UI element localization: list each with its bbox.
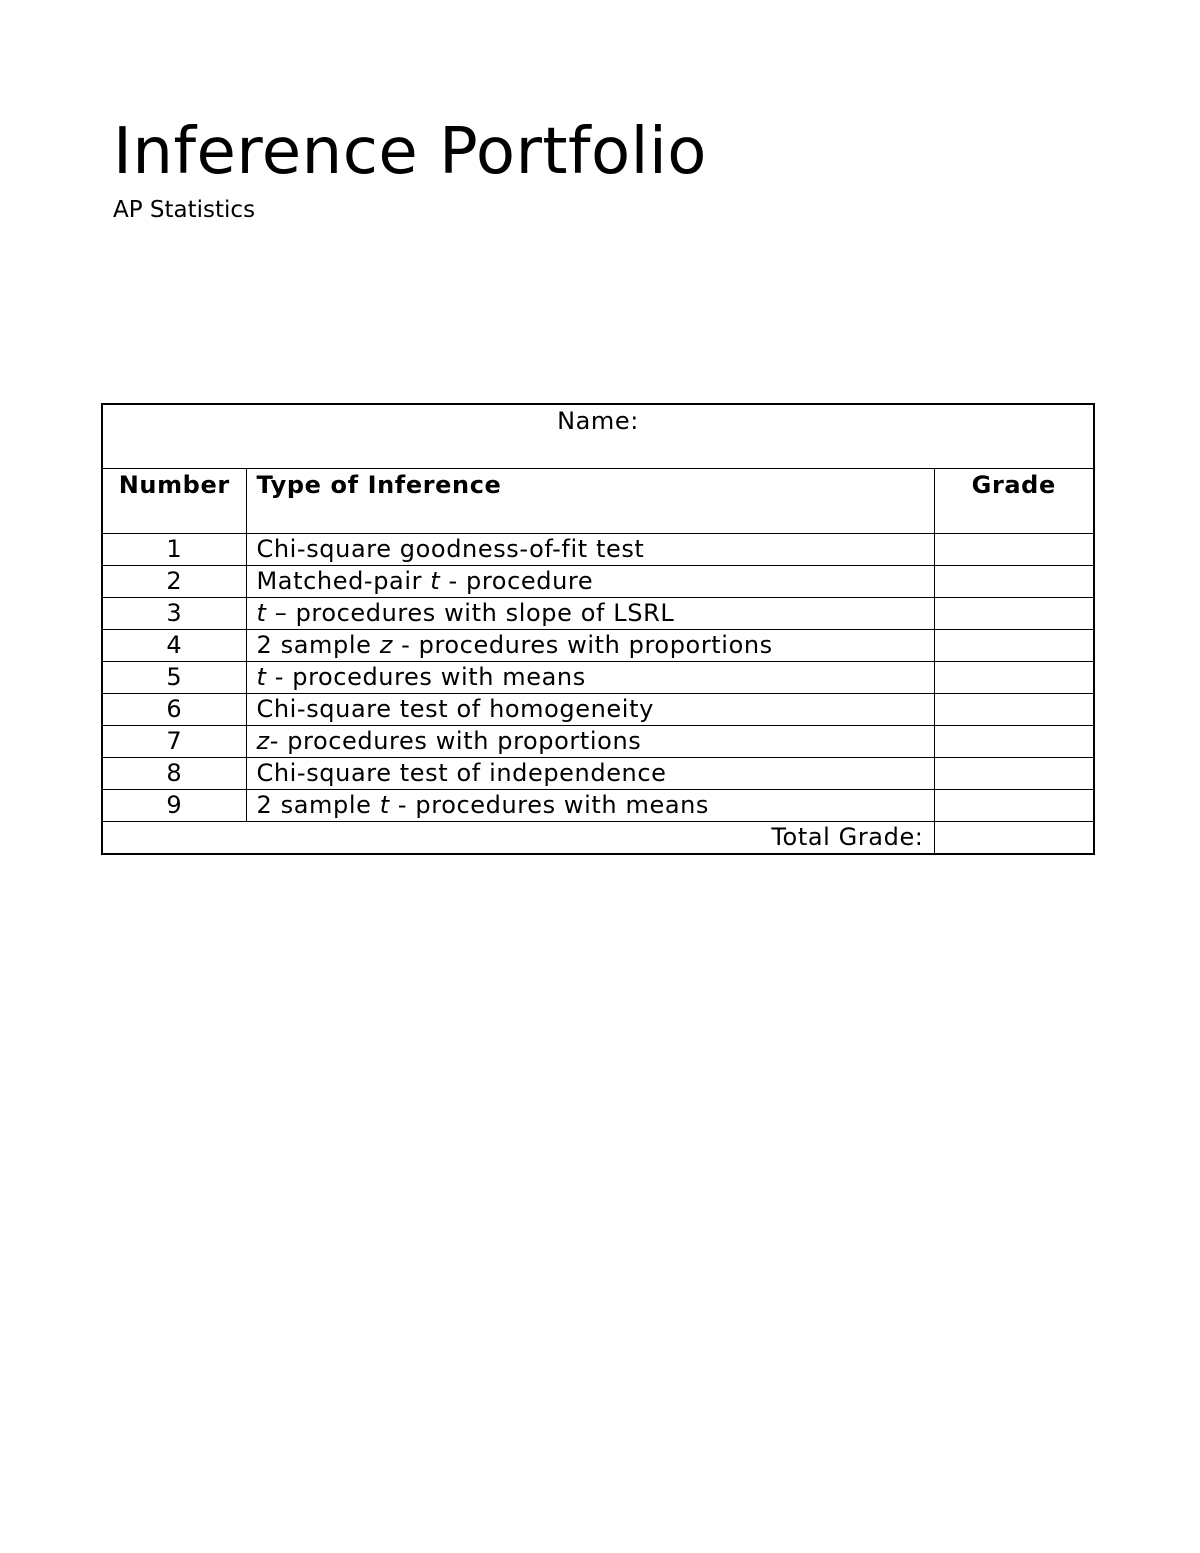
statistic-variable: z — [256, 727, 270, 755]
grade-cell[interactable] — [934, 662, 1094, 694]
number-column-header: Number — [102, 469, 246, 534]
statistic-variable: z — [379, 631, 393, 659]
inference-type-text: - procedure — [440, 567, 594, 595]
table-row — [102, 758, 1094, 790]
row-number: 7 — [102, 726, 246, 758]
row-number: 8 — [102, 758, 246, 790]
inference-type-text: Chi-square test of homogeneity — [256, 695, 654, 723]
inference-type — [246, 758, 934, 790]
inference-grade-table — [101, 403, 1095, 855]
statistic-variable: t — [256, 599, 267, 627]
name-field[interactable] — [102, 404, 1094, 469]
inference-type-text: - procedures with means — [389, 791, 710, 819]
grade-cell[interactable] — [934, 758, 1094, 790]
row-number: 9 — [102, 790, 246, 822]
row-number: 4 — [102, 630, 246, 662]
table-row — [102, 630, 1094, 662]
inference-type — [246, 630, 934, 662]
grade-cell[interactable] — [934, 726, 1094, 758]
inference-type-text: - procedures with means — [266, 663, 586, 691]
inference-type-text: 2 sample — [256, 631, 380, 659]
total-row — [102, 822, 1094, 855]
inference-type — [246, 598, 934, 630]
row-number: 5 — [102, 662, 246, 694]
inference-type — [246, 566, 934, 598]
grade-cell[interactable] — [934, 534, 1094, 566]
row-number: 6 — [102, 694, 246, 726]
table-row — [102, 726, 1094, 758]
grade-cell[interactable] — [934, 598, 1094, 630]
inference-type-text: – procedures with slope of LSRL — [266, 599, 675, 627]
grade-cell[interactable] — [934, 630, 1094, 662]
statistic-variable: t — [379, 791, 390, 819]
inference-type-text: Matched-pair — [256, 567, 431, 595]
statistic-variable: t — [256, 663, 267, 691]
total-grade-cell[interactable] — [934, 822, 1094, 855]
row-number: 2 — [102, 566, 246, 598]
header-row — [102, 469, 1094, 534]
document-title: Inference Portfolio — [113, 115, 707, 189]
row-number: 3 — [102, 598, 246, 630]
inference-type-text: - procedures with proportions — [269, 727, 642, 755]
inference-type — [246, 694, 934, 726]
inference-type-text: Chi-square test of independence — [256, 759, 667, 787]
grade-cell[interactable] — [934, 566, 1094, 598]
name-label: Name: — [557, 407, 639, 435]
inference-type-text: - procedures with proportions — [392, 631, 773, 659]
table-row — [102, 790, 1094, 822]
inference-type — [246, 790, 934, 822]
inference-type — [246, 726, 934, 758]
table-row — [102, 598, 1094, 630]
inference-type-text: Chi-square goodness-of-fit test — [256, 535, 645, 563]
name-row — [102, 404, 1094, 469]
type-column-header: Type of Inference — [246, 469, 934, 534]
grade-column-header: Grade — [934, 469, 1094, 534]
grade-cell[interactable] — [934, 790, 1094, 822]
table-row — [102, 534, 1094, 566]
inference-type — [246, 534, 934, 566]
statistic-variable: t — [430, 567, 441, 595]
table-row — [102, 566, 1094, 598]
inference-type — [246, 662, 934, 694]
total-grade-label: Total Grade: — [102, 822, 934, 855]
document-subtitle: AP Statistics — [113, 197, 256, 223]
table-row — [102, 662, 1094, 694]
grade-cell[interactable] — [934, 694, 1094, 726]
inference-type-text: 2 sample — [256, 791, 380, 819]
table-row — [102, 694, 1094, 726]
table-body — [102, 534, 1094, 822]
row-number: 1 — [102, 534, 246, 566]
